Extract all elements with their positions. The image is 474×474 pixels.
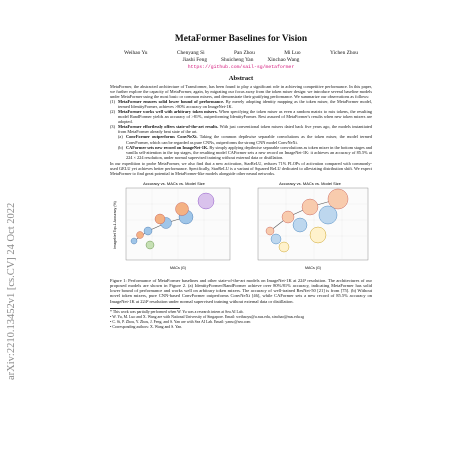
footnote: • C. Si, P. Zhou, Y. Zhou, J. Feng, and S. Yan are with Sea AI Lab. Email: yansc@sea.com [110, 319, 251, 324]
scatter-plot-b [248, 179, 372, 273]
author: Shuicheng Yan [221, 57, 254, 63]
panel-a-title: Accuracy vs. MACs vs. Model Size [143, 180, 205, 186]
figure-1 [110, 179, 372, 277]
author: Pan Zhou [234, 50, 255, 56]
data-point [328, 189, 348, 209]
figure-panel-b [248, 179, 372, 273]
x-axis-label: MACs (G) [305, 265, 321, 270]
author: Mi Luo [284, 50, 301, 56]
author: Jiashi Feng [182, 57, 208, 63]
data-point [279, 242, 289, 252]
subfinding-item: (b) CAFormer sets new record on ImageNet-1K. By simply applying depthwise separable convolutions as token mixer in the bottom stages and vanilla self-attention in the top stages, the resulting model CAFormer sets a new record on ImageNet-1K: it achieves an accuracy of 85.5% at 224 × 224 resolution, under normal supervised training without external data or distillation. [118, 144, 372, 160]
footnote-rule [110, 308, 180, 309]
abstract-paragraph-1: MetaFormer, the abstracted architecture of Transformer, has been found to play a significant role in achieving competitive performance. In this paper, we further explore the capacity of MetaFormer, again, by migrating our focus away from the token mixer design: we introduce several baseline models under MetaFormer using the most basic or common mixers, and demonstrate their gratifying performance. We summarize our observations as follows: [110, 84, 372, 100]
finding-item: (1) MetaFormer ensures solid lower bound of performance. By merely adopting identity mapping as the token mixer, the MetaFormer model, termed IdentityFormer, achieves >80% accuracy on ImageNet-1K. [110, 99, 372, 110]
data-point [266, 227, 274, 235]
x-axis-label: MACs (G) [170, 265, 186, 270]
author: Yichen Zhou [330, 50, 358, 56]
data-point [155, 214, 165, 224]
data-point [137, 231, 144, 238]
panel-b-title: Accuracy vs. MACs vs. Model Size [279, 180, 341, 186]
data-point [146, 241, 154, 249]
author-row-1 [110, 50, 372, 57]
author: Weihao Yu [124, 50, 148, 56]
paper-page [110, 28, 372, 330]
data-point [302, 199, 318, 215]
footnote: • W. Yu, M. Luo and X. Wang are with National University of Singapore. Email: weihaoyu@u.nus.edu, xinchao@nus.edu.sg [110, 315, 305, 320]
subfindings-list [110, 134, 372, 159]
footnote: • Corresponding authors: X. Wang and S. Yan. [110, 324, 183, 329]
data-point [319, 206, 337, 224]
arxiv-identifier: arXiv:2210.13452v1 [cs.CV] 24 Oct 2022 [6, 202, 17, 380]
abstract-paragraph-2: In our expedition to probe MetaFormer, we also find that a new activation, StarReLU, reduces 71% FLOPs of activation compared with commonly-used GELU yet achieves better performance. Specifically, StarReLU is a variant of Squared ReLU dedicated to alleviating distribution shift. We expect MetaFormer to find great potential in MetaFormer-like models alongside other neural networks. [110, 160, 372, 176]
author-row-2 [110, 57, 372, 64]
author-list [110, 50, 372, 64]
finding-item: (3) MetaFormer effortlessly offers state-of-the-art results. With just conventional token mixers dated back five years ago, the models instantiated from MetaFormer already beat state of the art. [110, 124, 372, 135]
paper-title: MetaFormer Baselines for Vision [174, 34, 308, 44]
data-point [310, 227, 326, 243]
finding-item: (2) MetaFormer works well with arbitrary token mixers. When specifying the token mixer as even a random matrix to mix tokens, the resulting model RandFormer yields an accuracy of >81%, outperforming IdentityFormer. Rest assured of MetaFormer's results when new token mixers are adopted. [110, 109, 372, 125]
findings-list [110, 99, 372, 134]
subfinding-item: (a) ConvFormer outperforms ConvNeXt. Taking the common depthwise separable convolutions as the token mixer, the model termed ConvFormer, which can be regarded as pure CNNs, outperforms the strong CNN model ConvNeXt. [118, 134, 372, 145]
plot-area [258, 188, 368, 260]
data-point [282, 211, 294, 223]
abstract-heading: Abstract [228, 75, 254, 82]
data-point [198, 193, 214, 209]
scatter-plot-a [110, 179, 234, 273]
author: Chenyang Si [176, 50, 205, 56]
author: Xinchao Wang [267, 57, 300, 63]
data-point [271, 234, 281, 244]
data-point [144, 227, 152, 235]
y-axis-label: ImageNet Top-1 Accuracy (%) [113, 201, 117, 249]
figure-caption: Figure 1: Performance of MetaFormer baselines and other state-of-the-art models on ImageNet-1K at 224² resolution. The architectures of our proposed models are shown in Figure 2. (a) IdentityFormer/RandFormer achieve over 80%/81% accuracy, indicating MetaFormer has solid lower bound of performance and works well on arbitrary token mixers. The accuracy of well-trained ResNet-50 [21] is from [75]. (b) Without novel token mixers, pure CNN-based ConvFormer outperforms ConvNeXt [46], while CAFormer sets a new record of 85.5% accuracy on ImageNet-1K at 224² resolution under normal supervised training without external data or distillation. [110, 277, 372, 304]
data-point [293, 218, 307, 232]
figure-panel-a [110, 179, 234, 273]
footnote: * This work was partially performed when W. Yu was a research intern at Sea AI Lab. [110, 310, 244, 315]
code-link[interactable]: https://github.com/sail-sg/metaformer [187, 65, 295, 70]
data-point [131, 238, 137, 244]
data-point [176, 202, 189, 215]
